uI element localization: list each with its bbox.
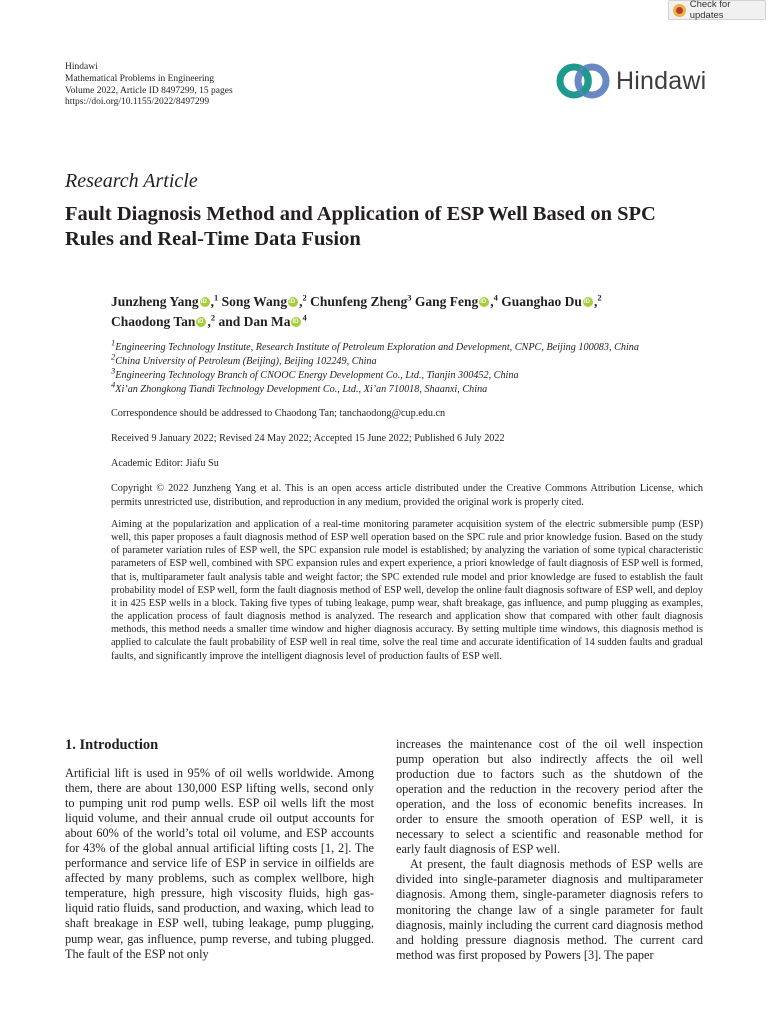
orcid-icon[interactable] [288, 297, 298, 307]
author-sup: 1 [214, 292, 219, 303]
author-sup: 2 [597, 292, 602, 303]
academic-editor: Academic Editor: Jiafu Su [111, 458, 219, 469]
author-conjunction: and [218, 314, 241, 329]
section-heading: 1. Introduction [65, 737, 159, 753]
hindawi-logo [556, 62, 706, 100]
author-list: Junzheng YangiD ,$^1$ Song WangiD ,$^2$ Chunfeng Zheng$^3$ Gang FengiD ,$^4$ Guanghao DuiD ,$^2$ Chaodong TaniD ,$^2$ and Dan MaiD $^4$ [111, 292, 751, 332]
hindawi-logo-icon [556, 62, 610, 100]
abstract: Aiming at the popularization and application of a real-time monitoring parameter acquisition system of the electric submersible pump (ESP) well, this paper proposes a fault diagnosis method of ESP well operation based on the SPC rule and prior knowledge fusion. Based on the study of parameter variation rules of ESP well, the SPC expansion rule model is established; by analyzing the variation of some typical characteristic parameters of ESP well, combined with SPC expansion rules and expert experience, a priori knowledge of fault diagnosis of ESP well is formed, that is, multiparameter fault analysis table and weight factor; the SPC extended rule model and prior knowledge are fused to establish the fault probability model of ESP well, form the fault diagnosis method of ESP well, develop the online fault diagnosis software of ESP well, and deploy it in 425 ESP wells in a block. Taking five types of tubing leakage, pump wear, shaft breakage, gas influence, and pump plugging as examples, the application process of fault diagnosis method is analyzed. The research and application show that compared with other fault diagnosis methods, this method needs a smaller time window and higher diagnosis accuracy. By setting multiple time windows, this diagnosis method is applied to calculate the fault probability of ESP well in real time, solve the real time and accurate identification of 14 sudden faults and gradual faults, and significantly improve the intelligent diagnosis level of production faults of ESP well. [111, 519, 703, 662]
affiliation-text: Engineering Technology Branch of CNOOC Energy Development Co., Ltd., Tianjin 300452, China [115, 370, 519, 381]
journal-name: Mathematical Problems in Engineering [65, 73, 215, 84]
author-name[interactable]: Junzheng Yang [111, 294, 199, 309]
affiliation-text: China University of Petroleum (Beijing), Beijing 102249, China [115, 356, 377, 367]
affiliations [111, 337, 639, 397]
author-name[interactable]: Song Wang [221, 294, 288, 309]
affiliation-sup: 3 [111, 365, 116, 376]
author-sup: 2 [302, 292, 307, 303]
author-sup: 4 [493, 292, 498, 303]
affiliation-item [111, 351, 639, 369]
affiliation-sup: 2 [111, 351, 116, 362]
affiliation-item [111, 337, 639, 355]
journal-meta [65, 62, 233, 109]
author-sup: 3 [407, 292, 412, 303]
body-paragraph: At present, the fault diagnosis methods of ESP wells are divided into single-parameter diagnosis and multiparameter diagnosis. Among them, single-parameter diagnosis refers to monitoring the change law of a single parameter for fault diagnosis, mainly including the current card diagnosis method and holding pressure diagnosis method. The current card method was first proposed by Powers [3]. The paper [396, 857, 703, 962]
affiliation-item [111, 379, 639, 397]
affiliation-sup: 4 [111, 379, 116, 390]
title-line-1: Fault Diagnosis Method and Application of ESP Well Based on SPC [65, 203, 656, 225]
affiliation-item [111, 365, 639, 383]
author-sup: 2 [210, 312, 216, 323]
article-title [65, 202, 745, 252]
affiliation-sup: 1 [111, 337, 116, 348]
check-for-updates-label: Check for updates [689, 0, 731, 21]
orcid-icon[interactable] [196, 317, 206, 327]
orcid-icon[interactable] [200, 297, 210, 307]
doi-link[interactable]: https://doi.org/10.1155/2022/8497299 [65, 97, 210, 108]
orcid-icon[interactable] [583, 297, 593, 307]
body-right-column [396, 737, 703, 963]
orcid-icon[interactable] [479, 297, 489, 307]
affiliation-text: Xi’an Zhongkong Tiandi Technology Development Co., Ltd., Xi’an 710018, Shaanxi, China [115, 384, 488, 395]
body-left-column: Artificial lift is used in 95% of oil wells worldwide. Among them, there are about 130,000 ESP lifting wells, second only to pumping unit rod pump wells. ESP oil wells lift the most liquid volume, and their annual crude oil output accounts for about 60% of the world’s total oil volume, and ESP accounts for 43% of the global annual artificial lifting costs [1, 2]. The performance and service life of ESP in service in oilfields are affected by many problems, such as complex wellbore, high temperature, high pressure, high viscosity fluids, high gas-liquid ratio fluids, sand production, and waxing, which lead to shaft breakage in ESP well, tubing leakage, pump plugging, pump wear, gas influence, pump reverse, and tubing plugged. The fault of the ESP not only [65, 766, 374, 961]
author-sup: 4 [302, 312, 307, 323]
update-icon [673, 4, 686, 17]
correspondence: Correspondence should be addressed to Chaodong Tan; tanchaodong@cup.edu.cn [111, 408, 446, 419]
body-paragraph: increases the maintenance cost of the oil well inspection pump operation but also indirectly affects the oil well production due to factors such as the shutdown of the operation and the reduction in the recovery period after the operation, and the loss of economic benefits increases. In order to ensure the smooth operation of ESP well, it is necessary to select a scientific and reasonable method for early fault diagnosis of ESP well. [396, 737, 703, 857]
author-name[interactable]: Guanghao Du [501, 294, 582, 309]
publisher-name: Hindawi [65, 62, 98, 72]
license-statement: Copyright © 2022 Junzheng Yang et al. This is an open access article distributed under the Creative Commons Attribution License, which permits unrestricted use, distribution, and reproduction in any medium, provided the original work is properly cited. [111, 483, 703, 508]
affiliation-text: Engineering Technology Institute, Research Institute of Petroleum Exploration and Development, CNPC, Beijing 100083, China [115, 342, 639, 353]
logo-text: Hindawi [616, 66, 707, 95]
check-for-updates-button[interactable] [668, 0, 766, 20]
author-name[interactable]: Chunfeng Zheng [310, 294, 408, 309]
volume-info: Volume 2022, Article ID 8497299, 15 pages [65, 85, 233, 96]
orcid-icon[interactable] [291, 317, 301, 327]
author-name[interactable]: Dan Ma [243, 314, 291, 329]
article-type: Research Article [65, 170, 198, 192]
title-line-2: Rules and Real-Time Data Fusion [65, 228, 361, 250]
publication-dates: Received 9 January 2022; Revised 24 May 2022; Accepted 15 June 2022; Published 6 July 2022 [111, 433, 505, 444]
author-name[interactable]: Gang Feng [414, 294, 479, 309]
author-name[interactable]: Chaodong Tan [111, 314, 196, 329]
